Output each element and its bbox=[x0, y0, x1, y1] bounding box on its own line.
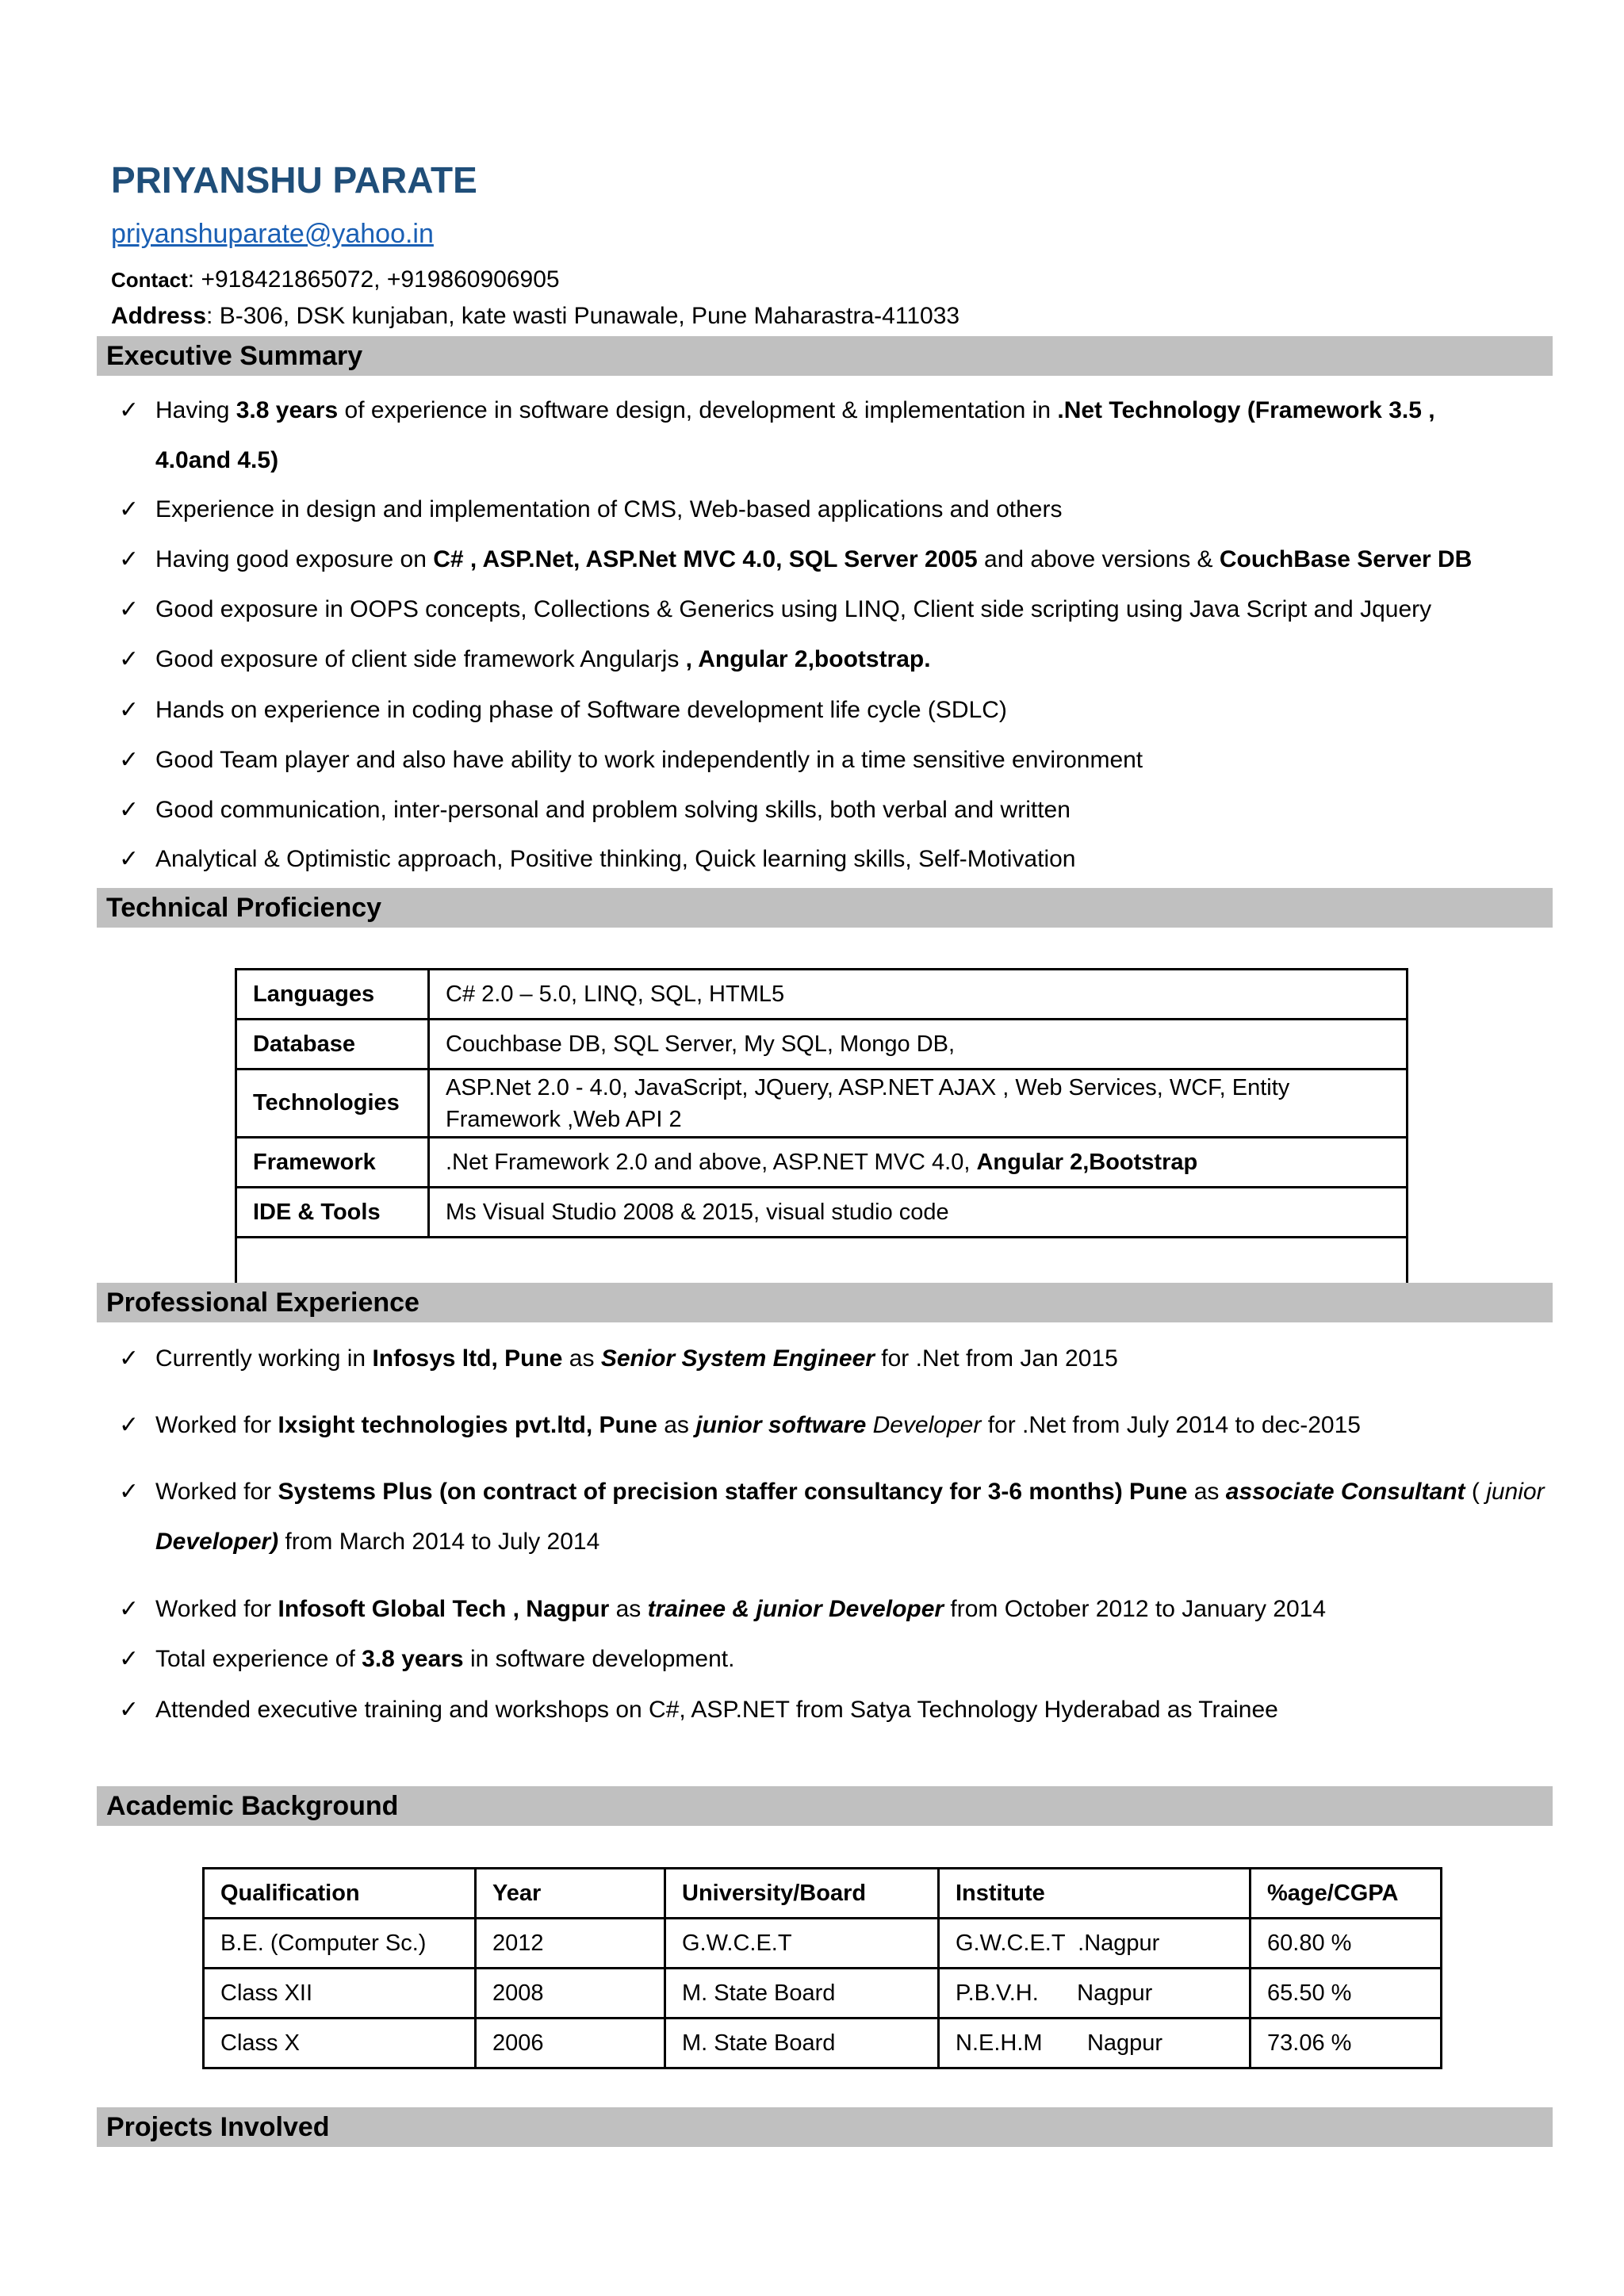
table-row bbox=[236, 1020, 1408, 1070]
summary-item: ✓ Analytical & Optimistic approach, Positive thinking, Quick learning skills, Self-Motivation bbox=[119, 846, 1076, 872]
check-icon: ✓ bbox=[119, 646, 140, 672]
experience-item: ✓ Worked for Infosoft Global Tech , Nagpur as trainee & junior Developer from October 2012 to January 2014 bbox=[119, 1596, 1327, 1622]
column-header: University/Board bbox=[665, 1869, 939, 1919]
table-row bbox=[236, 1238, 1408, 1288]
check-icon: ✓ bbox=[119, 496, 140, 522]
check-icon: ✓ bbox=[119, 1697, 140, 1723]
contact-line bbox=[111, 266, 560, 293]
summary-item: ✓ Having 3.8 years of experience in software design, development & implementation in .Net Technology (Framework 3.5 , bbox=[119, 397, 1435, 423]
check-icon: ✓ bbox=[119, 1479, 140, 1505]
table-cell: Class X bbox=[204, 2019, 476, 2068]
address-label: Address bbox=[111, 303, 207, 329]
check-icon: ✓ bbox=[119, 1345, 140, 1372]
table-cell: 73.06 % bbox=[1251, 2019, 1442, 2068]
tech-value: Ms Visual Studio 2008 & 2015, visual studio code bbox=[429, 1188, 1408, 1238]
tech-table bbox=[235, 968, 1408, 1288]
tech-label: Database bbox=[236, 1020, 429, 1070]
experience-item: ✓ Attended executive training and workshops on C#, ASP.NET from Satya Technology Hyderabad as Trainee bbox=[119, 1697, 1278, 1723]
column-header: %age/CGPA bbox=[1251, 1869, 1442, 1919]
table-cell: 2012 bbox=[476, 1919, 665, 1969]
table-row bbox=[236, 970, 1408, 1020]
check-icon: ✓ bbox=[119, 697, 140, 723]
check-icon: ✓ bbox=[119, 596, 140, 622]
summary-item-continuation: 4.0and 4.5) bbox=[155, 447, 279, 473]
table-cell: B.E. (Computer Sc.) bbox=[204, 1919, 476, 1969]
table-cell: N.E.H.M Nagpur bbox=[939, 2019, 1251, 2068]
table-row bbox=[236, 1188, 1408, 1238]
section-projects-involved: Projects Involved bbox=[97, 2107, 1553, 2147]
summary-item: ✓ Good Team player and also have ability to work independently in a time sensitive environment bbox=[119, 747, 1143, 773]
section-academic-background: Academic Background bbox=[97, 1786, 1553, 1826]
contact-value: : +918421865072, +919860906905 bbox=[187, 266, 560, 293]
check-icon: ✓ bbox=[119, 797, 140, 823]
experience-item: ✓ Total experience of 3.8 years in software development. bbox=[119, 1646, 735, 1672]
tech-label: Languages bbox=[236, 970, 429, 1020]
table-cell: M. State Board bbox=[665, 1969, 939, 2019]
contact-label: Contact bbox=[111, 268, 188, 292]
table-row bbox=[204, 2019, 1442, 2068]
check-icon: ✓ bbox=[119, 1596, 140, 1622]
table-row bbox=[204, 1919, 1442, 1969]
table-cell: G.W.C.E.T .Nagpur bbox=[939, 1919, 1251, 1969]
table-header-row bbox=[204, 1869, 1442, 1919]
address-value: : B-306, DSK kunjaban, kate wasti Punawale, Pune Maharastra-411033 bbox=[206, 303, 960, 329]
table-cell: 2006 bbox=[476, 2019, 665, 2068]
experience-item: ✓ Currently working in Infosys ltd, Pune as Senior System Engineer for .Net from Jan 2015 bbox=[119, 1345, 1118, 1372]
check-icon: ✓ bbox=[119, 1646, 140, 1672]
tech-value: .Net Framework 2.0 and above, ASP.NET MVC 4.0, Angular 2,Bootstrap bbox=[429, 1138, 1408, 1188]
summary-item: ✓ Hands on experience in coding phase of Software development life cycle (SDLC) bbox=[119, 697, 1007, 723]
check-icon: ✓ bbox=[119, 846, 140, 872]
column-header: Year bbox=[476, 1869, 665, 1919]
academic-table bbox=[202, 1867, 1442, 2069]
tech-value: ASP.Net 2.0 - 4.0, JavaScript, JQuery, ASP.NET AJAX , Web Services, WCF, Entity Framework ,Web API 2 bbox=[429, 1070, 1408, 1138]
column-header: Institute bbox=[939, 1869, 1251, 1919]
table-cell: 65.50 % bbox=[1251, 1969, 1442, 2019]
table-cell: P.B.V.H. Nagpur bbox=[939, 1969, 1251, 2019]
check-icon: ✓ bbox=[119, 1412, 140, 1438]
table-row bbox=[236, 1138, 1408, 1188]
email-link[interactable]: priyanshuparate@yahoo.in bbox=[111, 219, 434, 249]
candidate-name: PRIYANSHU PARATE bbox=[111, 159, 477, 201]
experience-item: ✓ Worked for Ixsight technologies pvt.ltd, Pune as junior software Developer for .Net from July 2014 to dec-2015 bbox=[119, 1412, 1361, 1438]
tech-label: IDE & Tools bbox=[236, 1188, 429, 1238]
table-cell: G.W.C.E.T bbox=[665, 1919, 939, 1969]
table-cell: M. State Board bbox=[665, 2019, 939, 2068]
summary-item: ✓ Having good exposure on C# , ASP.Net, ASP.Net MVC 4.0, SQL Server 2005 and above versions & CouchBase Server DB bbox=[119, 546, 1473, 572]
table-cell: Class XII bbox=[204, 1969, 476, 2019]
summary-item: ✓ Good exposure of client side framework Angularjs , Angular 2,bootstrap. bbox=[119, 646, 931, 672]
summary-item: ✓ Experience in design and implementation of CMS, Web-based applications and others bbox=[119, 496, 1063, 522]
summary-item: ✓ Good communication, inter-personal and problem solving skills, both verbal and written bbox=[119, 797, 1071, 823]
column-header: Qualification bbox=[204, 1869, 476, 1919]
check-icon: ✓ bbox=[119, 397, 140, 423]
check-icon: ✓ bbox=[119, 747, 140, 773]
section-professional-experience: Professional Experience bbox=[97, 1283, 1553, 1322]
experience-item: ✓ Worked for Systems Plus (on contract of precision staffer consultancy for 3-6 months) Pune as associate Consultant ( junior bbox=[119, 1479, 1545, 1505]
table-cell: 2008 bbox=[476, 1969, 665, 2019]
table-row bbox=[204, 1969, 1442, 2019]
tech-value: C# 2.0 – 5.0, LINQ, SQL, HTML5 bbox=[429, 970, 1408, 1020]
tech-label: Technologies bbox=[236, 1070, 429, 1138]
table-cell: 60.80 % bbox=[1251, 1919, 1442, 1969]
tech-value: Couchbase DB, SQL Server, My SQL, Mongo DB, bbox=[429, 1020, 1408, 1070]
check-icon: ✓ bbox=[119, 546, 140, 572]
section-technical-proficiency: Technical Proficiency bbox=[97, 888, 1553, 928]
empty-cell bbox=[236, 1238, 1408, 1288]
section-executive-summary: Executive Summary bbox=[97, 336, 1553, 376]
table-row bbox=[236, 1070, 1408, 1138]
experience-item-continuation: Developer) from March 2014 to July 2014 bbox=[155, 1529, 600, 1555]
address-line bbox=[111, 303, 959, 330]
tech-label: Framework bbox=[236, 1138, 429, 1188]
summary-item: ✓ Good exposure in OOPS concepts, Collections & Generics using LINQ, Client side scripting using Java Script and Jquery bbox=[119, 596, 1432, 622]
